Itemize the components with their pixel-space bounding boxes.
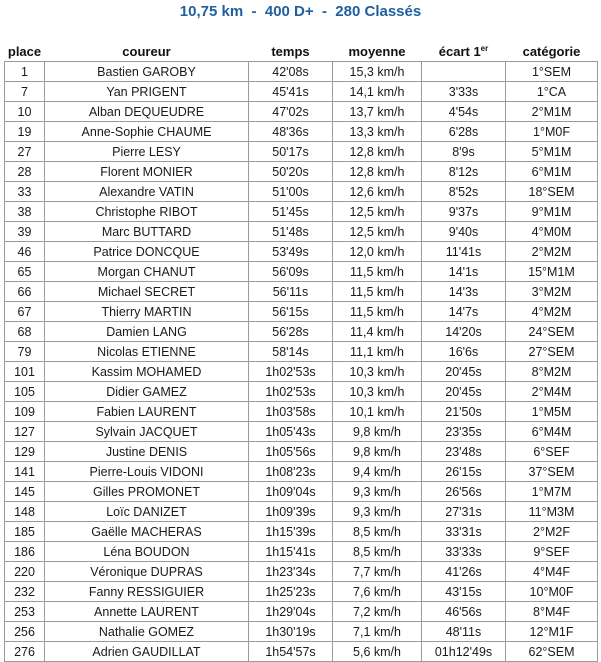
cell-gap: 9'37s <box>422 202 506 222</box>
table-row <box>5 422 598 442</box>
cell-speed: 9,3 km/h <box>333 482 422 502</box>
table-row <box>5 522 598 542</box>
table-row <box>5 202 598 222</box>
cell-speed: 14,1 km/h <box>333 82 422 102</box>
cell-place: 27 <box>5 142 45 162</box>
cell-speed: 11,1 km/h <box>333 342 422 362</box>
cell-gap: 20'45s <box>422 362 506 382</box>
cell-speed: 9,3 km/h <box>333 502 422 522</box>
header-place: place <box>7 44 42 59</box>
table-row <box>5 282 598 302</box>
cell-speed: 7,7 km/h <box>333 562 422 582</box>
cell-runner: Nathalie GOMEZ <box>45 622 249 642</box>
cell-speed: 13,7 km/h <box>333 102 422 122</box>
cell-speed: 12,5 km/h <box>333 202 422 222</box>
cell-runner: Fanny RESSIGUIER <box>45 582 249 602</box>
cell-speed: 11,5 km/h <box>333 262 422 282</box>
cell-category: 1°M5M <box>506 402 598 422</box>
cell-runner: Anne-Sophie CHAUME <box>45 122 249 142</box>
cell-gap: 3'33s <box>422 82 506 102</box>
cell-category: 8°M4F <box>506 602 598 622</box>
cell-category: 11°M3M <box>506 502 598 522</box>
cell-category: 24°SEM <box>506 322 598 342</box>
table-row <box>5 622 598 642</box>
cell-speed: 10,3 km/h <box>333 382 422 402</box>
cell-gap: 11'41s <box>422 242 506 262</box>
cell-category: 9°M1M <box>506 202 598 222</box>
cell-time: 42'08s <box>249 62 333 82</box>
cell-time: 56'28s <box>249 322 333 342</box>
cell-category: 9°SEF <box>506 542 598 562</box>
cell-category: 1°SEM <box>506 62 598 82</box>
cell-place: 256 <box>5 622 45 642</box>
cell-place: 276 <box>5 642 45 662</box>
cell-runner: Annette LAURENT <box>45 602 249 622</box>
cell-category: 5°M1M <box>506 142 598 162</box>
table-row <box>5 222 598 242</box>
cell-speed: 9,4 km/h <box>333 462 422 482</box>
cell-time: 50'17s <box>249 142 333 162</box>
cell-runner: Kassim MOHAMED <box>45 362 249 382</box>
table-row <box>5 582 598 602</box>
table-row <box>5 642 598 662</box>
cell-time: 1h05'56s <box>249 442 333 462</box>
cell-time: 1h09'04s <box>249 482 333 502</box>
cell-time: 50'20s <box>249 162 333 182</box>
cell-speed: 10,3 km/h <box>333 362 422 382</box>
cell-speed: 11,5 km/h <box>333 302 422 322</box>
cell-category: 1°CA <box>506 82 598 102</box>
cell-gap: 23'35s <box>422 422 506 442</box>
cell-place: 39 <box>5 222 45 242</box>
cell-place: 79 <box>5 342 45 362</box>
cell-runner: Alexandre VATIN <box>45 182 249 202</box>
table-row <box>5 242 598 262</box>
cell-gap: 46'56s <box>422 602 506 622</box>
cell-gap: 9'40s <box>422 222 506 242</box>
cell-runner: Gaëlle MACHERAS <box>45 522 249 542</box>
cell-runner: Loïc DANIZET <box>45 502 249 522</box>
cell-gap: 14'20s <box>422 322 506 342</box>
cell-runner: Pierre-Louis VIDONI <box>45 462 249 482</box>
cell-time: 1h30'19s <box>249 622 333 642</box>
cell-place: 129 <box>5 442 45 462</box>
cell-time: 56'09s <box>249 262 333 282</box>
cell-gap: 4'54s <box>422 102 506 122</box>
table-row <box>5 342 598 362</box>
cell-category: 15°M1M <box>506 262 598 282</box>
table-row <box>5 562 598 582</box>
cell-place: 46 <box>5 242 45 262</box>
cell-category: 27°SEM <box>506 342 598 362</box>
cell-gap: 43'15s <box>422 582 506 602</box>
cell-place: 141 <box>5 462 45 482</box>
cell-runner: Gilles PROMONET <box>45 482 249 502</box>
cell-speed: 12,5 km/h <box>333 222 422 242</box>
cell-speed: 12,0 km/h <box>333 242 422 262</box>
cell-place: 10 <box>5 102 45 122</box>
table-row <box>5 62 598 82</box>
cell-time: 1h09'39s <box>249 502 333 522</box>
cell-place: 66 <box>5 282 45 302</box>
cell-speed: 12,8 km/h <box>333 142 422 162</box>
cell-place: 253 <box>5 602 45 622</box>
cell-runner: Nicolas ETIENNE <box>45 342 249 362</box>
cell-gap: 27'31s <box>422 502 506 522</box>
cell-speed: 12,6 km/h <box>333 182 422 202</box>
table-row <box>5 182 598 202</box>
cell-runner: Damien LANG <box>45 322 249 342</box>
cell-speed: 11,4 km/h <box>333 322 422 342</box>
cell-category: 2°M2F <box>506 522 598 542</box>
cell-time: 56'11s <box>249 282 333 302</box>
header-speed: moyenne <box>348 44 406 59</box>
cell-category: 1°M0F <box>506 122 598 142</box>
results-body <box>5 62 598 662</box>
cell-gap: 8'9s <box>422 142 506 162</box>
cell-place: 67 <box>5 302 45 322</box>
header-time: temps <box>271 44 310 59</box>
table-row <box>5 402 598 422</box>
cell-time: 51'00s <box>249 182 333 202</box>
cell-runner: Pierre LESY <box>45 142 249 162</box>
cell-runner: Thierry MARTIN <box>45 302 249 322</box>
cell-category: 8°M2M <box>506 362 598 382</box>
table-row <box>5 462 598 482</box>
cell-time: 58'14s <box>249 342 333 362</box>
cell-place: 33 <box>5 182 45 202</box>
cell-place: 186 <box>5 542 45 562</box>
cell-place: 1 <box>5 62 45 82</box>
header-runner: coureur <box>122 44 171 59</box>
table-row <box>5 362 598 382</box>
cell-runner: Marc BUTTARD <box>45 222 249 242</box>
cell-runner: Alban DEQUEUDRE <box>45 102 249 122</box>
cell-gap: 20'45s <box>422 382 506 402</box>
cell-runner: Bastien GAROBY <box>45 62 249 82</box>
cell-category: 12°M1F <box>506 622 598 642</box>
cell-category: 6°M1M <box>506 162 598 182</box>
table-row <box>5 262 598 282</box>
cell-gap: 23'48s <box>422 442 506 462</box>
cell-gap: 48'11s <box>422 622 506 642</box>
cell-gap: 16'6s <box>422 342 506 362</box>
cell-runner: Véronique DUPRAS <box>45 562 249 582</box>
cell-gap: 6'28s <box>422 122 506 142</box>
table-row <box>5 162 598 182</box>
cell-category: 4°M0M <box>506 222 598 242</box>
cell-time: 53'49s <box>249 242 333 262</box>
cell-time: 51'48s <box>249 222 333 242</box>
race-title: 10,75 km - 400 D+ - 280 Classés <box>179 3 422 20</box>
cell-place: 127 <box>5 422 45 442</box>
header-gap <box>422 43 506 62</box>
cell-speed: 7,6 km/h <box>333 582 422 602</box>
cell-gap: 14'1s <box>422 262 506 282</box>
cell-place: 185 <box>5 522 45 542</box>
cell-place: 148 <box>5 502 45 522</box>
cell-time: 48'36s <box>249 122 333 142</box>
cell-category: 3°M2M <box>506 282 598 302</box>
cell-category: 4°M2M <box>506 302 598 322</box>
cell-place: 7 <box>5 82 45 102</box>
cell-runner: Sylvain JACQUET <box>45 422 249 442</box>
table-row <box>5 482 598 502</box>
cell-runner: Didier GAMEZ <box>45 382 249 402</box>
cell-time: 1h05'43s <box>249 422 333 442</box>
cell-place: 232 <box>5 582 45 602</box>
cell-speed: 9,8 km/h <box>333 422 422 442</box>
cell-category: 62°SEM <box>506 642 598 662</box>
cell-gap: 8'52s <box>422 182 506 202</box>
cell-gap: 21'50s <box>422 402 506 422</box>
cell-speed: 15,3 km/h <box>333 62 422 82</box>
cell-place: 65 <box>5 262 45 282</box>
cell-category: 6°M4M <box>506 422 598 442</box>
cell-time: 1h02'53s <box>249 382 333 402</box>
cell-time: 56'15s <box>249 302 333 322</box>
header-gap-label: écart 1 <box>438 44 481 59</box>
cell-time: 47'02s <box>249 102 333 122</box>
cell-speed: 10,1 km/h <box>333 402 422 422</box>
cell-place: 220 <box>5 562 45 582</box>
cell-runner: Michael SECRET <box>45 282 249 302</box>
cell-speed: 7,1 km/h <box>333 622 422 642</box>
results-table <box>4 43 598 662</box>
cell-category: 37°SEM <box>506 462 598 482</box>
cell-place: 101 <box>5 362 45 382</box>
cell-category: 10°M0F <box>506 582 598 602</box>
cell-gap: 41'26s <box>422 562 506 582</box>
cell-runner: Florent MONIER <box>45 162 249 182</box>
cell-speed: 8,5 km/h <box>333 522 422 542</box>
cell-place: 28 <box>5 162 45 182</box>
cell-time: 1h03'58s <box>249 402 333 422</box>
cell-place: 68 <box>5 322 45 342</box>
cell-category: 2°M1M <box>506 102 598 122</box>
cell-speed: 11,5 km/h <box>333 282 422 302</box>
table-row <box>5 122 598 142</box>
cell-gap: 33'33s <box>422 542 506 562</box>
header-row <box>5 43 598 62</box>
cell-runner: Christophe RIBOT <box>45 202 249 222</box>
cell-runner: Justine DENIS <box>45 442 249 462</box>
cell-runner: Adrien GAUDILLAT <box>45 642 249 662</box>
cell-gap: 33'31s <box>422 522 506 542</box>
table-row <box>5 602 598 622</box>
cell-runner: Yan PRIGENT <box>45 82 249 102</box>
cell-runner: Patrice DONCQUE <box>45 242 249 262</box>
cell-time: 1h54'57s <box>249 642 333 662</box>
table-row <box>5 322 598 342</box>
cell-runner: Léna BOUDON <box>45 542 249 562</box>
cell-gap <box>422 62 506 82</box>
table-row <box>5 442 598 462</box>
table-row <box>5 82 598 102</box>
table-row <box>5 302 598 322</box>
header-category: catégorie <box>522 44 581 59</box>
cell-gap: 26'56s <box>422 482 506 502</box>
cell-category: 6°SEF <box>506 442 598 462</box>
cell-gap: 14'3s <box>422 282 506 302</box>
cell-category: 18°SEM <box>506 182 598 202</box>
cell-gap: 26'15s <box>422 462 506 482</box>
cell-place: 109 <box>5 402 45 422</box>
cell-time: 1h29'04s <box>249 602 333 622</box>
cell-time: 1h02'53s <box>249 362 333 382</box>
cell-place: 145 <box>5 482 45 502</box>
cell-category: 1°M7M <box>506 482 598 502</box>
cell-place: 105 <box>5 382 45 402</box>
cell-runner: Morgan CHANUT <box>45 262 249 282</box>
cell-speed: 12,8 km/h <box>333 162 422 182</box>
cell-time: 51'45s <box>249 202 333 222</box>
cell-place: 19 <box>5 122 45 142</box>
cell-time: 1h23'34s <box>249 562 333 582</box>
cell-time: 1h15'39s <box>249 522 333 542</box>
cell-time: 45'41s <box>249 82 333 102</box>
cell-time: 1h08'23s <box>249 462 333 482</box>
cell-time: 1h25'23s <box>249 582 333 602</box>
header-gap-sup: er <box>480 44 489 53</box>
cell-time: 1h15'41s <box>249 542 333 562</box>
table-row <box>5 382 598 402</box>
cell-gap: 01h12'49s <box>422 642 506 662</box>
cell-speed: 7,2 km/h <box>333 602 422 622</box>
cell-category: 2°M4M <box>506 382 598 402</box>
cell-place: 38 <box>5 202 45 222</box>
cell-speed: 13,3 km/h <box>333 122 422 142</box>
cell-category: 4°M4F <box>506 562 598 582</box>
table-row <box>5 502 598 522</box>
table-row <box>5 542 598 562</box>
cell-speed: 9,8 km/h <box>333 442 422 462</box>
cell-category: 2°M2M <box>506 242 598 262</box>
cell-gap: 14'7s <box>422 302 506 322</box>
cell-gap: 8'12s <box>422 162 506 182</box>
cell-runner: Fabien LAURENT <box>45 402 249 422</box>
table-row <box>5 102 598 122</box>
cell-speed: 8,5 km/h <box>333 542 422 562</box>
cell-speed: 5,6 km/h <box>333 642 422 662</box>
table-row <box>5 142 598 162</box>
